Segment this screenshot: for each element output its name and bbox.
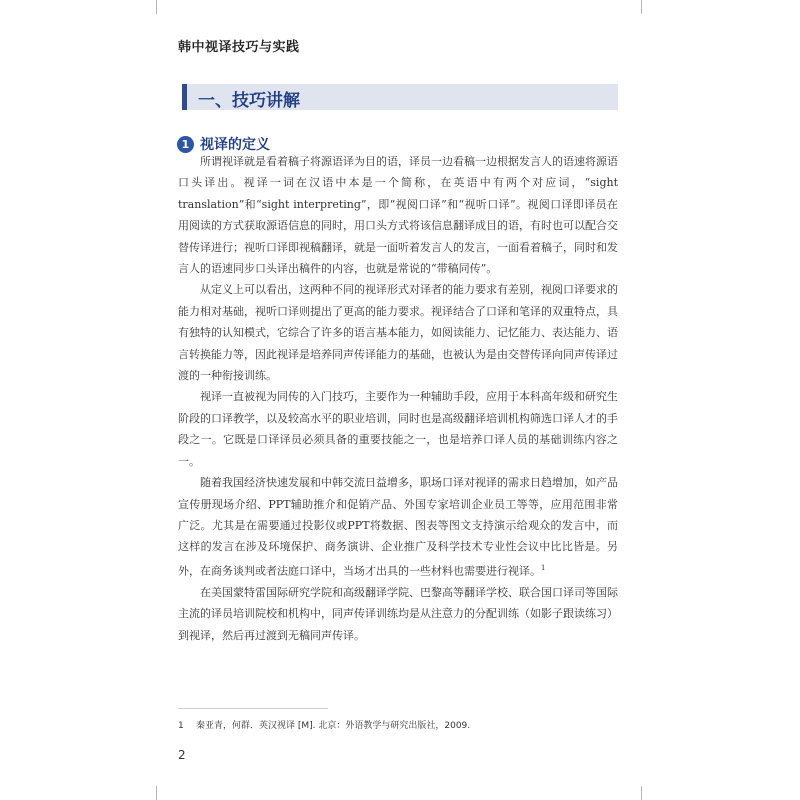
subsection-title: 视译的定义 (200, 137, 270, 153)
paragraph (178, 279, 618, 386)
paragraph: 视译一直被视为同传的入门技巧，主要作为一种辅助手段，应用于本科高年级和研究生阶段的口译教学，以及较高水平的职业培训，同时也是高级翻译培训机构筛选口译人才的手段之一。它既是口译译员必须具备的重要技能之一，也是培养口译人员的基础训练内容之一。 (178, 390, 618, 468)
footnote-reference: 1 (541, 563, 546, 572)
paragraph: 在美国蒙特雷国际研究学院和高级翻译学院、巴黎高等翻译学校、联合国口译司等国际主流的译员培训院校和机构中，同声传译训练均是从注意力的分配训练（如影子跟读练习）到视译，然后再过渡到无稿同声传译。 (178, 585, 618, 642)
paragraph-text: 随着我国经济快速发展和中韩交流日益增多，职场口译对视译的需求日趋增加，如产品宣传册现场介绍、PPT辅助推介和促销产品、外国专家培训企业员工等等，应用范围非常广泛。尤其是在需要通过投影仪或PPT将数据、图表等图文支持演示给观众的发言中，而这样的发言在涉及环境保护、商务演讲、企业推广及科学技术专业性会议中比比皆是。另外，在商务谈判或者法庭口译中，当场才出具的一些材料也需要进行视译。 (178, 476, 618, 578)
footnote-divider (178, 708, 328, 709)
crop-mark (641, 786, 642, 800)
section-heading-bar (182, 84, 618, 110)
crop-mark (641, 0, 642, 14)
paragraph (178, 472, 618, 582)
section-title: 一、技巧讲解 (198, 91, 300, 111)
section-accent-stripe (182, 84, 187, 110)
footnote-text: 秦亚青，何群．英汉视译 [M]. 北京：外语教学与研究出版社，2009. (196, 721, 471, 731)
crop-mark (156, 786, 157, 800)
paragraph: 所谓视译就是看着稿子将源语译为目的语，译员一边看稿一边根据发言人的语速将源语口头译出。视译一词在汉语中本是一个简称，在英语中有两个对应词，“sight translation”和“sight interpreting”，即“视阅口译”和“视听口译”。视阅口译即译员在用阅读的方式获取源语信息的同时，用口头方式将该信息翻译成目的语，有时也可以配合交替传译进行；视听口译即视稿翻译，就是一面听着发言人的发言，一面看着稿子，同时和发言人的语速同步口头译出稿件的内容，也就是常说的“带稿同传”。 (178, 155, 618, 276)
footnote (178, 718, 618, 731)
footnote-number: 1 (178, 721, 184, 731)
crop-mark (156, 0, 157, 14)
running-header: 韩中视译技巧与实践 (178, 40, 300, 55)
paragraph-text: 从定义上可以看出，这两种不同的视译形式对译者的能力要求有差别，视阅口译要求的能力相对基础，视听口译则提出了更高的能力要求。视译结合了口译和笔译的双重特点，具有独特的认知模式，它综合了许多的语言基本能力，如阅读能力、记忆能力、表达能力、语言转换能力等，因此视译是培养同声传译能力的基础，也被认为是由交替传译向同声传译过渡的一种衔接训练。 (178, 283, 618, 383)
body-text (178, 151, 618, 646)
subsection-number-badge: 1 (177, 136, 194, 153)
page-number: 2 (178, 748, 186, 762)
